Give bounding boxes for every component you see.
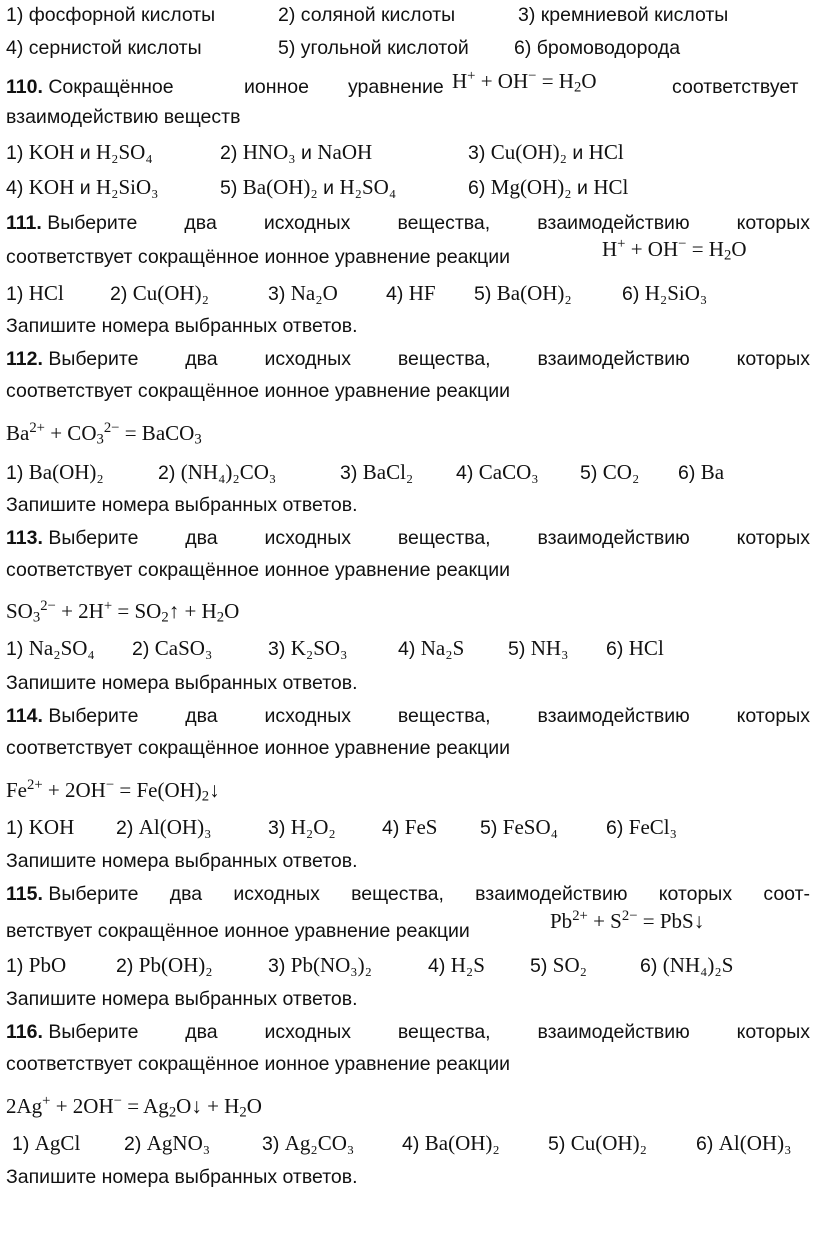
q116-write-answers: Запишите номера выбранных ответов. <box>6 1166 358 1188</box>
option-text: 1) фосфорной кислоты <box>6 4 216 26</box>
option-text: 2) соляной кислоты <box>278 4 456 26</box>
ionic-equation: $2Ag^+ + 2OH^- = Ag_2O↓ + H_2O$ <box>6 1092 262 1121</box>
q113-stem-line-2: соответствует сокращённое ионное уравнение реакции <box>6 559 510 581</box>
q112-stem-line-2: соответствует сокращённое ионное уравнение реакции <box>6 380 510 402</box>
option-text: 3) кремниевой кислоты <box>518 4 729 26</box>
question-number: 111. <box>6 212 42 234</box>
q112-write-answers: Запишите номера выбранных ответов. <box>6 494 358 516</box>
stem-word: уравнение <box>348 76 444 98</box>
q114-stem-line-2: соответствует сокращённое ионное уравнение реакции <box>6 737 510 759</box>
q115-stem-line-2: ветствует сокращённое ионное уравнение реакции $Pb^{2+} + S^{2-}$ = PbS↓ <box>6 907 705 942</box>
question-number: 112. <box>6 348 43 370</box>
question-number: 115. <box>6 883 43 905</box>
ionic-equation: $Ba^{2+} + CO_3^{2-}$ = BaCO$_3$ <box>6 419 202 448</box>
q116-stem-line-2: соответствует сокращённое ионное уравнение реакции <box>6 1053 510 1075</box>
question-number: 113. <box>6 527 43 549</box>
q115-write-answers: Запишите номера выбранных ответов. <box>6 988 358 1010</box>
option-text: 6) бромоводорода <box>514 37 681 59</box>
q112-stem-line-1: 112. Выберите два исходных вещества, взаимодействию которых <box>6 348 810 370</box>
ionic-equation: $Pb^{2+} + S^{2-}$ = PbS↓ <box>550 907 705 933</box>
stem-word: ионное <box>244 76 309 98</box>
q111-write-answers: Запишите номера выбранных ответов. <box>6 315 358 337</box>
ionic-equation: $H^+ + OH^- = H_2O$ <box>452 67 597 96</box>
question-number: 114. <box>6 705 43 727</box>
ionic-equation: $H^+ + OH^- = H_2O$ <box>602 235 747 264</box>
q111-stem-line-2: соответствует сокращённое ионное уравнение реакции $H^+ + OH^- = H_2O$ <box>6 235 747 268</box>
q114-write-answers: Запишите номера выбранных ответов. <box>6 850 358 872</box>
option-text: 5) угольной кислотой <box>278 37 469 59</box>
question-number: 110. <box>6 76 43 98</box>
option-text: 4) сернистой кислоты <box>6 37 202 59</box>
q116-stem-line-1: 116. Выберите два исходных вещества, взаимодействию которых <box>6 1021 810 1043</box>
q115-stem-line-1: 115. Выберите два исходных вещества, взаимодействию которых соот- <box>6 883 810 905</box>
question-number: 116. <box>6 1021 43 1043</box>
ionic-equation: $Fe^{2+} + 2OH^-$ = $Fe(OH)_2↓$ <box>6 776 220 805</box>
q114-stem-line-1: 114. Выберите два исходных вещества, взаимодействию которых <box>6 705 810 727</box>
q113-stem-line-1: 113. Выберите два исходных вещества, взаимодействию которых <box>6 527 810 549</box>
stem-word: соответствует <box>672 76 799 98</box>
ionic-equation: $SO_3^{2-} + 2H^+$ = $SO_2↑ + H_2O$ <box>6 597 240 626</box>
stem-word: Сокращённое <box>48 76 174 98</box>
q110-stem-line-2: взаимодействию веществ <box>6 106 241 128</box>
q113-write-answers: Запишите номера выбранных ответов. <box>6 672 358 694</box>
q111-stem-line-1: 111. Выберите два исходных вещества, взаимодействию которых <box>6 212 810 234</box>
